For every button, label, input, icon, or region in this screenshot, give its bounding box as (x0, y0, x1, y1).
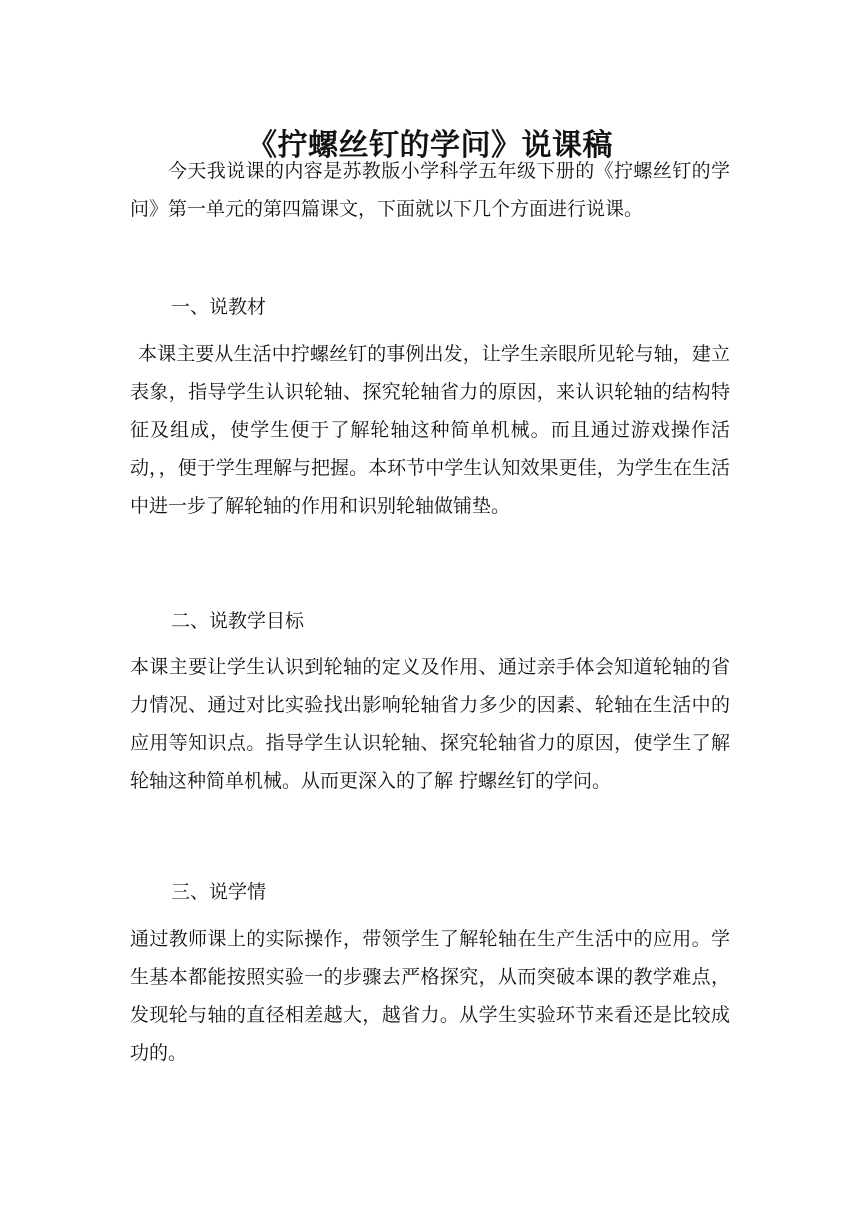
section-heading-objectives: 二、说教学目标 (171, 610, 305, 632)
document-title: 《拧螺丝钉的学问》说课稿 (247, 128, 613, 164)
section-heading-students: 三、说学情 (171, 881, 267, 903)
intro-paragraph: 今天我说课的内容是苏教版小学科学五年级下册的《拧螺丝钉的学问》第一单元的第四篇课文，下面就以下几个方面进行说课。 (130, 160, 730, 220)
section-body-objectives: 本课主要让学生认识到轮轴的定义及作用、通过亲手体会知道轮轴的省力情况、通过对比实验找出影响轮轴省力多少的因素、轮轴在生活中的应用等知识点。指导学生认识轮轴、探究轮轴省力的原因，使学生了解轮轴这种简单机械。从而更深入的了解 拧螺丝钉的学问。 (130, 656, 730, 792)
section-heading-textbook: 一、说教材 (171, 296, 267, 318)
section-body-students: 通过教师课上的实际操作，带领学生了解轮轴在生产生活中的应用。学生基本都能按照实验一的步骤去严格探究，从而突破本课的教学难点，发现轮与轴的直径相差越大，越省力。从学生实验环节来看还是比较成功的。 (130, 928, 730, 1064)
section-body-textbook: 本课主要从生活中拧螺丝钉的事例出发，让学生亲眼所见轮与轴，建立表象，指导学生认识轮轴、探究轮轴省力的原因，来认识轮轴的结构特征及组成，使学生便于了解轮轴这种简单机械。而且通过游戏操作活动，，便于学生理解与把握。本环节中学生认知效果更佳，为学生在生活中进一步了解轮轴的作用和识别轮轴做铺垫。 (130, 343, 730, 517)
